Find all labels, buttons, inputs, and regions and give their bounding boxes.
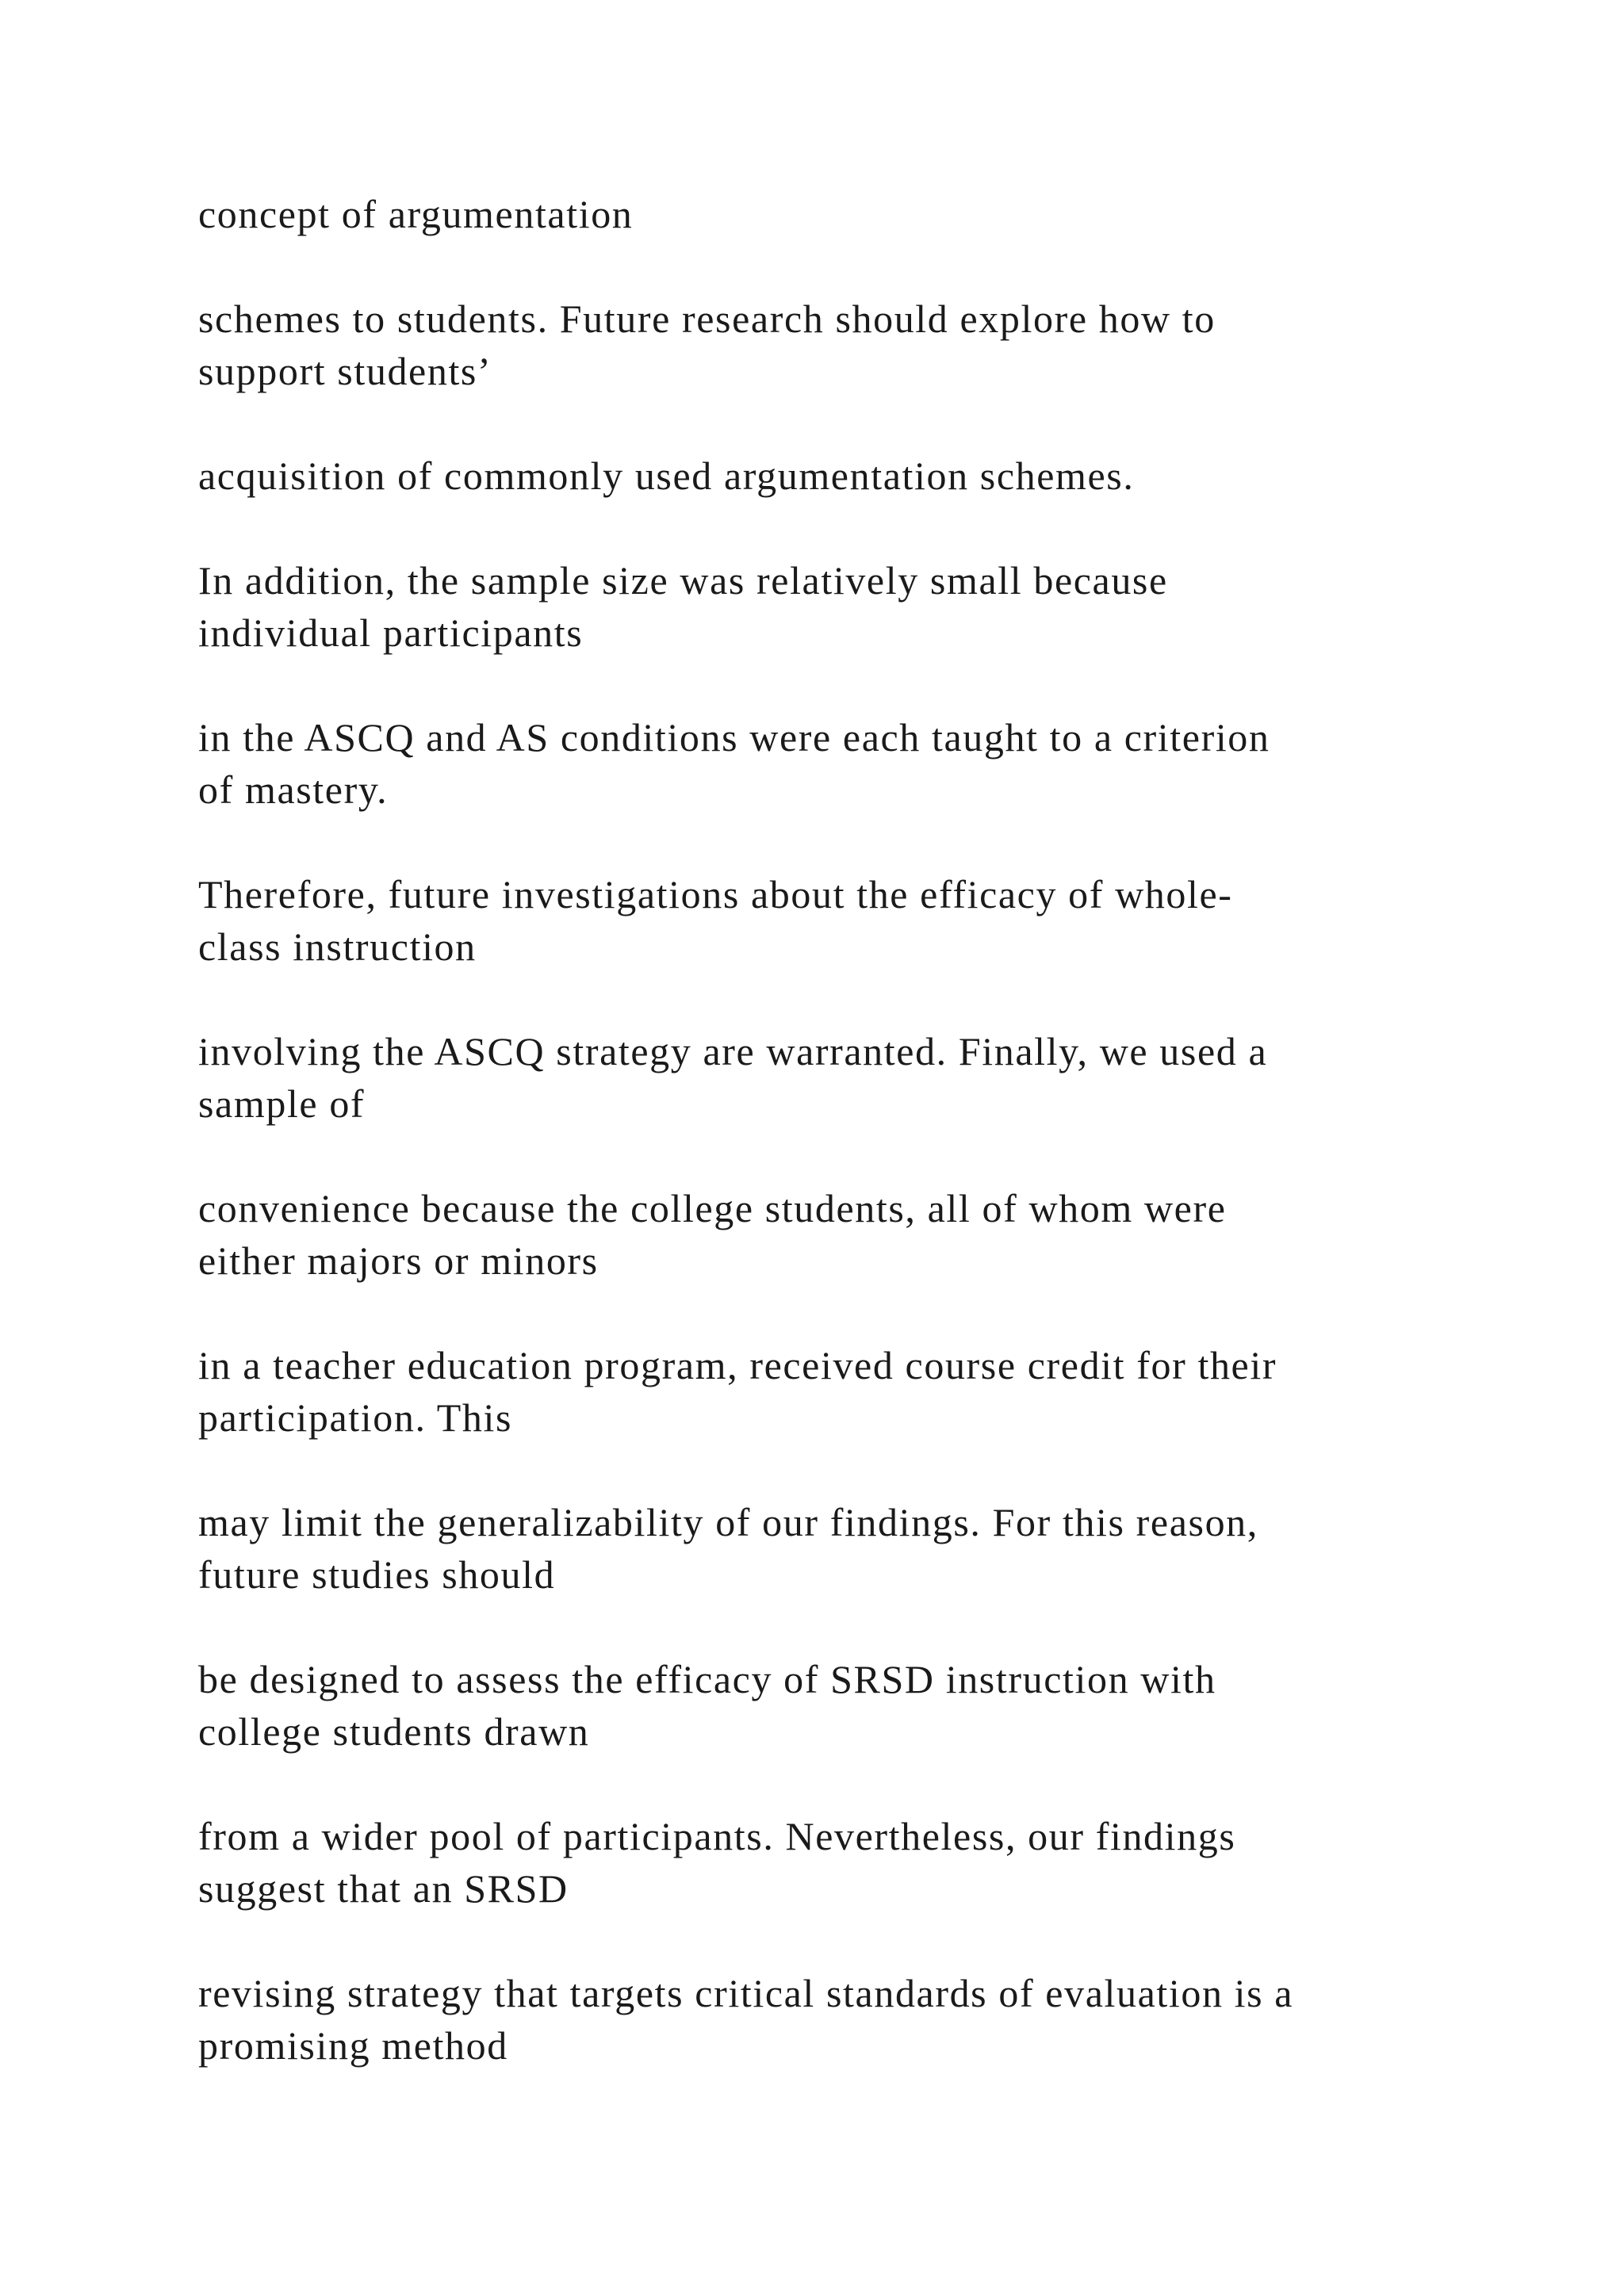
paragraph-8: convenience because the college students, all of whom were either majors or minors	[198, 1186, 1227, 1283]
paragraph-5: in the ASCQ and AS conditions were each taught to a criterion of mastery.	[198, 715, 1270, 812]
paragraph-1: concept of argumentation	[198, 192, 634, 236]
paragraph-9: in a teacher education program, received course credit for their participation. This	[198, 1343, 1277, 1440]
paragraph-11: be designed to assess the efficacy of SRSD instruction with college students drawn	[198, 1657, 1216, 1754]
paragraph-10: may limit the generalizability of our findings. For this reason, future studies should	[198, 1500, 1258, 1597]
paragraph-13: revising strategy that targets critical standards of evaluation is a promising method	[198, 1971, 1294, 2068]
paragraph-7: involving the ASCQ strategy are warranted. Finally, we used a sample of	[198, 1029, 1268, 1126]
paragraph-2: schemes to students. Future research should explore how to support students’	[198, 297, 1216, 393]
paragraph-12: from a wider pool of participants. Nevertheless, our findings suggest that an SRSD	[198, 1814, 1236, 1911]
paragraph-4: In addition, the sample size was relatively small because individual participants	[198, 558, 1168, 655]
paragraph-6: Therefore, future investigations about the efficacy of whole- class instruction	[198, 872, 1233, 969]
paragraph-3: acquisition of commonly used argumentation schemes.	[198, 453, 1135, 498]
body-text	[198, 188, 1499, 2124]
